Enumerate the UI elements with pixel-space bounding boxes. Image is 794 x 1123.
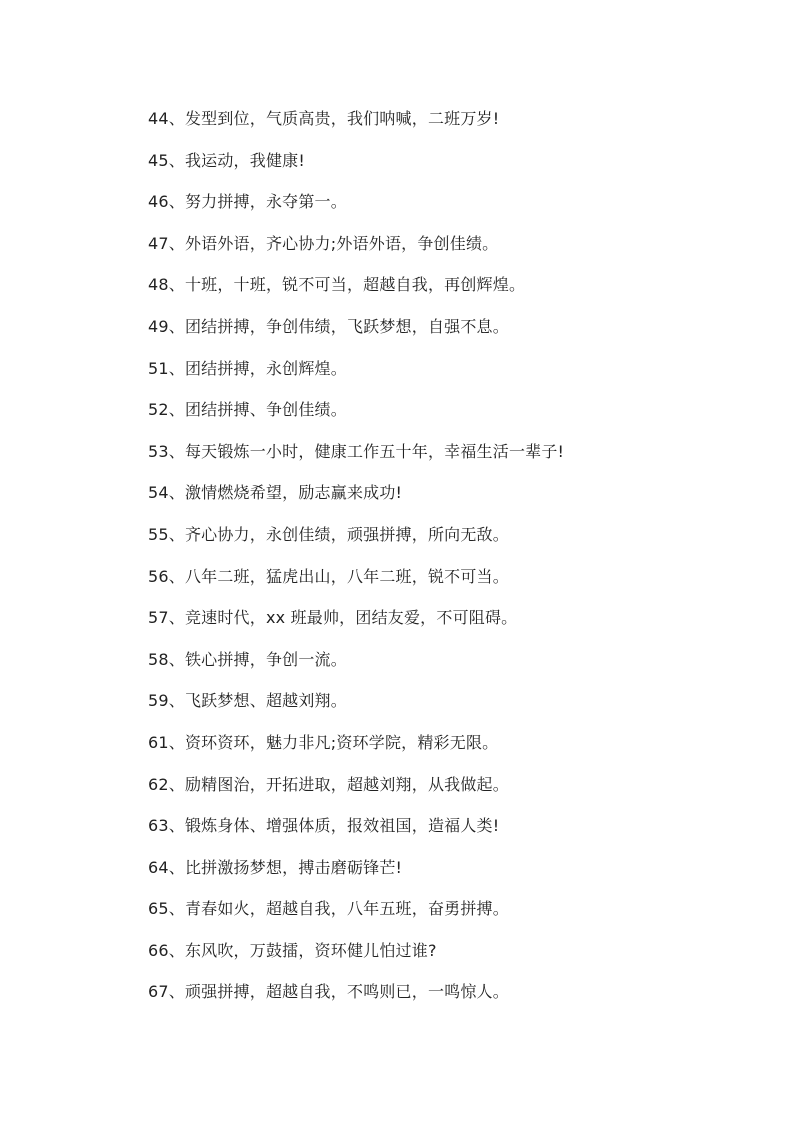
list-item: 65、青春如火，超越自我，八年五班，奋勇拼搏。 (148, 899, 509, 919)
list-item: 64、比拼激扬梦想，搏击磨砺锋芒! (148, 857, 403, 877)
list-item: 67、顽强拼搏，超越自我，不鸣则已，一鸣惊人。 (148, 982, 509, 1002)
list-item: 58、铁心拼搏，争创一流。 (148, 649, 347, 669)
list-item: 49、团结拼搏，争创伟绩，飞跃梦想，自强不息。 (148, 316, 509, 336)
list-item: 45、我运动，我健康! (148, 150, 305, 170)
list-item: 59、飞跃梦想、超越刘翔。 (148, 691, 347, 711)
list-item: 57、竞速时代，xx 班最帅，团结友爱，不可阻碍。 (148, 608, 518, 628)
list-item: 54、激情燃烧希望，励志赢来成功! (148, 483, 403, 503)
list-item: 44、发型到位，气质高贵，我们呐喊，二班万岁! (148, 109, 500, 128)
list-item: 51、团结拼搏，永创辉煌。 (148, 358, 347, 378)
list-item: 66、东风吹，万鼓擂，资环健儿怕过谁? (148, 940, 437, 960)
list-item: 52、团结拼搏、争创佳绩。 (148, 400, 347, 420)
list-item: 53、每天锻炼一小时，健康工作五十年，幸福生活一辈子! (148, 441, 565, 461)
list-item: 61、资环资环，魅力非凡;资环学院，精彩无限。 (148, 732, 499, 752)
list-item: 62、励精图治，开拓进取，超越刘翔，从我做起。 (148, 774, 509, 794)
list-item: 56、八年二班，猛虎出山，八年二班，锐不可当。 (148, 566, 509, 586)
list-item: 55、齐心协力，永创佳绩，顽强拼搏，所向无敌。 (148, 524, 509, 544)
list-item: 47、外语外语，齐心协力;外语外语，争创佳绩。 (148, 233, 499, 253)
list-item: 48、十班，十班，锐不可当，超越自我，再创辉煌。 (148, 275, 526, 295)
slogan-list (148, 104, 708, 1019)
list-item: 63、锻炼身体、增强体质，报效祖国，造福人类! (148, 816, 500, 836)
list-item: 46、努力拼搏，永夺第一。 (148, 192, 347, 212)
